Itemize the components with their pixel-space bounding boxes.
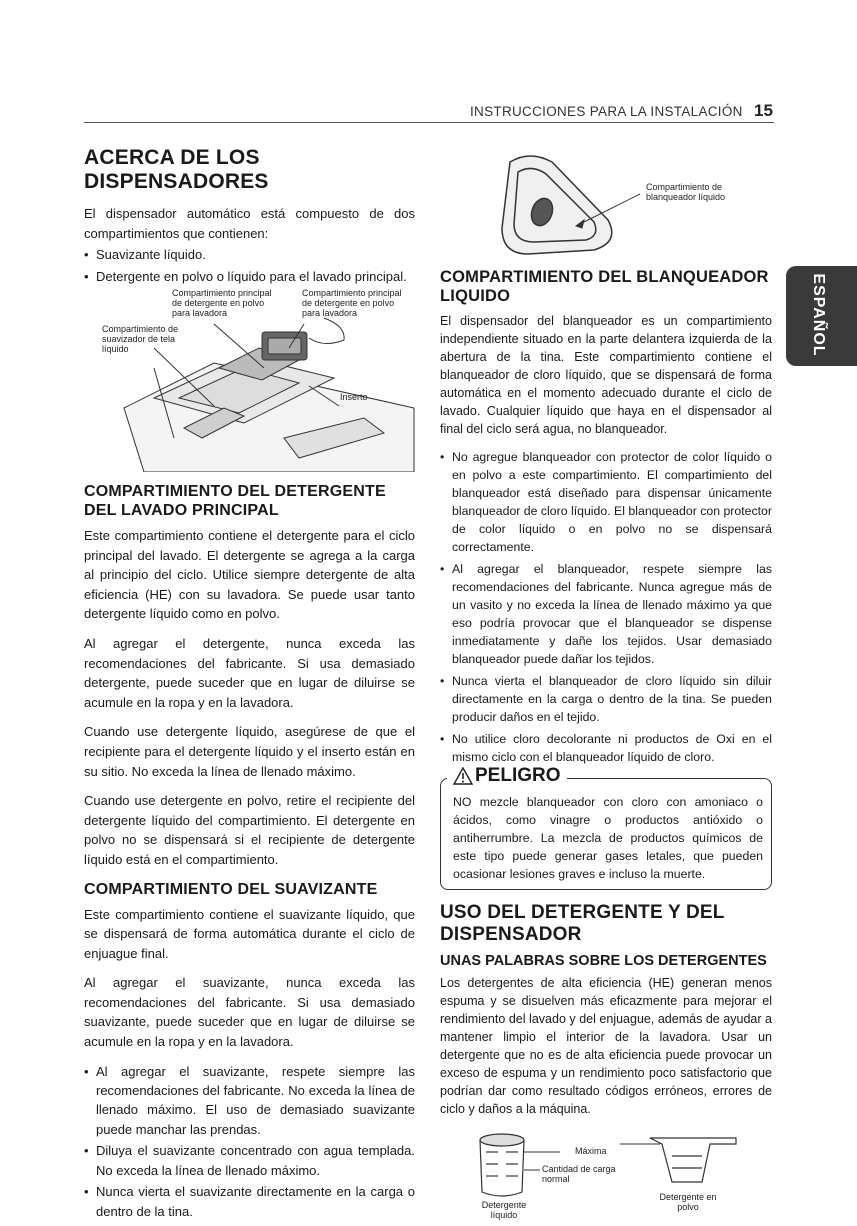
list-item: • Al agregar el blanqueador, respete siempre las recomendaciones del fabricante. Nunca agregue más de un vasito y no exceda la línea de llenado máximo ya que eso podría provocar que el blanqueador se dispense inmediatamente y dañe los tejidos. Usar demasiado blanqueador puede dañar los tejidos. xyxy=(440,560,772,668)
header-title: INSTRUCCIONES PARA LA INSTALACIÓN xyxy=(470,104,743,119)
section-title-dispensers: ACERCA DE LOS DISPENSADORES xyxy=(84,146,269,193)
intro-paragraph: El dispensador automático está compuesto de dos compartimientos que contienen: xyxy=(84,206,415,241)
dispenser-figure xyxy=(84,288,415,472)
detergents-paragraph: Los detergentes de alta eficiencia (HE) generan menos espuma y se disuelven más eficazmente para mejorar el rendimiento del lavado y del enjuague, además de ayudar a mantener limpio el interior de la lavadora. Usar un detergente que no es de alta eficiencia puede provocar un exceso de espuma y un rendimiento poco satisfactorio que podrían dar como resultado códigos erróneos, errores de ciclo y daños a la máquina. xyxy=(440,976,772,1116)
paragraph: Este compartimiento contiene el suavizante líquido, que se dispensará de forma automática durante el ciclo de enjuague final. xyxy=(84,906,415,961)
paragraph: Cuando use detergente líquido, asegúrese de que el recipiente para el detergente líquido y el inserto están en su sitio. No exceda la línea de llenado máximo. xyxy=(84,724,415,779)
list-item: • No agregue blanqueador con protector de color líquido o en polvo a este compartimiento. El compartimiento del blanqueador está diseñado para dispensar únicamente blanqueador de cloro líquido. El blanqueador con protector de color líquido o en polvo no se dispensará correctamente. xyxy=(440,448,772,556)
bleach-dispenser-drawing xyxy=(490,150,760,268)
label-powder-detergent: Detergente en polvo xyxy=(659,1192,717,1212)
label-liquid-detergent: Detergente líquido xyxy=(481,1200,527,1220)
left-column xyxy=(84,146,415,1226)
bleach-bullets xyxy=(440,448,772,766)
label-insert: Inserto xyxy=(340,392,368,402)
language-tab-label: ESPAÑOL xyxy=(810,273,827,357)
list-item: • Suavizante líquido. xyxy=(84,245,415,264)
list-item: • Al agregar el suavizante, respete siempre las recomendaciones del fabricante. No exceda la línea de llenado máximo. El uso de demasiado suavizante puede manchar las prendas. xyxy=(84,1062,415,1140)
subsection-title-detergents: UNAS PALABRAS SOBRE LOS DETERGENTES xyxy=(440,953,767,969)
section-title-main-detergent: COMPARTIMIENTO DEL DETERGENTE DEL LAVADO PRINCIPAL xyxy=(84,483,386,519)
section-title-usage: USO DEL DETERGENTE Y DEL DISPENSADOR xyxy=(440,902,725,945)
label-main-powder-right: Compartimiento principal de detergente en polvo para lavadora xyxy=(302,288,402,318)
danger-title: PELIGRO xyxy=(475,765,561,786)
list-item: • Detergente en polvo o líquido para el lavado principal. xyxy=(84,267,415,286)
softener-bullets xyxy=(84,1062,415,1221)
language-tab xyxy=(786,266,857,366)
section-title-bleach: COMPARTIMIENTO DEL BLANQUEADOR LIQUIDO xyxy=(440,268,769,305)
paragraph: Al agregar el detergente, nunca exceda las recomendaciones del fabricante. Si usa demasiado detergente, puede suceder que en lugar de diluirse se acumule en la ropa y en la lavadora. xyxy=(84,635,415,710)
intro-bullets xyxy=(84,245,415,286)
page-number: 15 xyxy=(754,101,773,120)
bleach-figure xyxy=(490,150,760,268)
section-title-softener: COMPARTIMIENTO DEL SUAVIZANTE xyxy=(84,880,378,898)
paragraph: Al agregar el suavizante, nunca exceda las recomendaciones del fabricante. Si usa demasiado suavizante, puede suceder que en lugar de diluirse se acumule en la ropa y en la lavadora. xyxy=(84,975,415,1050)
list-item: • Nunca vierta el blanqueador de cloro líquido sin diluir directamente en la carga o dentro de la tina. Se pueden producir daños en el tejido. xyxy=(440,672,772,726)
right-column xyxy=(440,268,772,1226)
list-item: • Nunca vierta el suavizante directamente en la carga o dentro de la tina. xyxy=(84,1182,415,1221)
header-divider xyxy=(84,122,774,123)
label-main-powder-left: Compartimiento principal de detergente en polvo para lavadora xyxy=(172,288,272,318)
bleach-paragraph: El dispensador del blanqueador es un compartimiento independiente situado en la parte delantera izquierda de la abertura de la tina. Este compartimiento contiene el blanqueador de cloro líquido, que se dispensará de forma automática en el momento adecuado durante el ciclo de lavado. Cualquier líquido que haya en el dispensador al final del ciclo será agua, no blanqueador. xyxy=(440,314,772,436)
paragraph: Este compartimiento contiene el detergente para el ciclo principal del lavado. El detergente se agrega a la carga al principio del ciclo. Utilice siempre detergente de alta eficiencia (HE) con su lavadora. Se puede usar tanto detergente líquido como en polvo. xyxy=(84,528,415,622)
danger-text: NO mezcle blanqueador con cloro con amoniaco o ácidos, como vinagre o productos antióxido o antiherrumbre. La mezcla de productos químicos de este tipo puede generar gases letales, que pueden ocasionar lesiones graves e incluso la muerte. xyxy=(453,795,763,881)
paragraph: Cuando use detergente en polvo, retire el recipiente del detergente líquido del compartimiento. El detergente en polvo no se dispensará si el recipiente de detergente líquido está en el compartimiento. xyxy=(84,793,415,867)
danger-heading xyxy=(447,765,567,787)
label-max: Máxima xyxy=(575,1146,607,1156)
warning-triangle-icon xyxy=(453,767,473,785)
danger-box xyxy=(440,765,772,890)
list-item: • No utilice cloro decolorante ni productos de Oxi en el mismo ciclo con el blanqueador líquido de cloro. xyxy=(440,730,772,766)
fill-level-figure xyxy=(440,1128,772,1226)
list-item: • Diluya el suavizante concentrado con agua templada. No exceda la línea de llenado máximo. xyxy=(84,1141,415,1180)
label-bleach-compartment: Compartimiento de blanqueador líquido xyxy=(646,182,726,202)
label-softener: Compartimiento de suavizador de tela líquido xyxy=(102,324,179,354)
label-normal-load: Cantidad de carga normal xyxy=(542,1164,616,1184)
